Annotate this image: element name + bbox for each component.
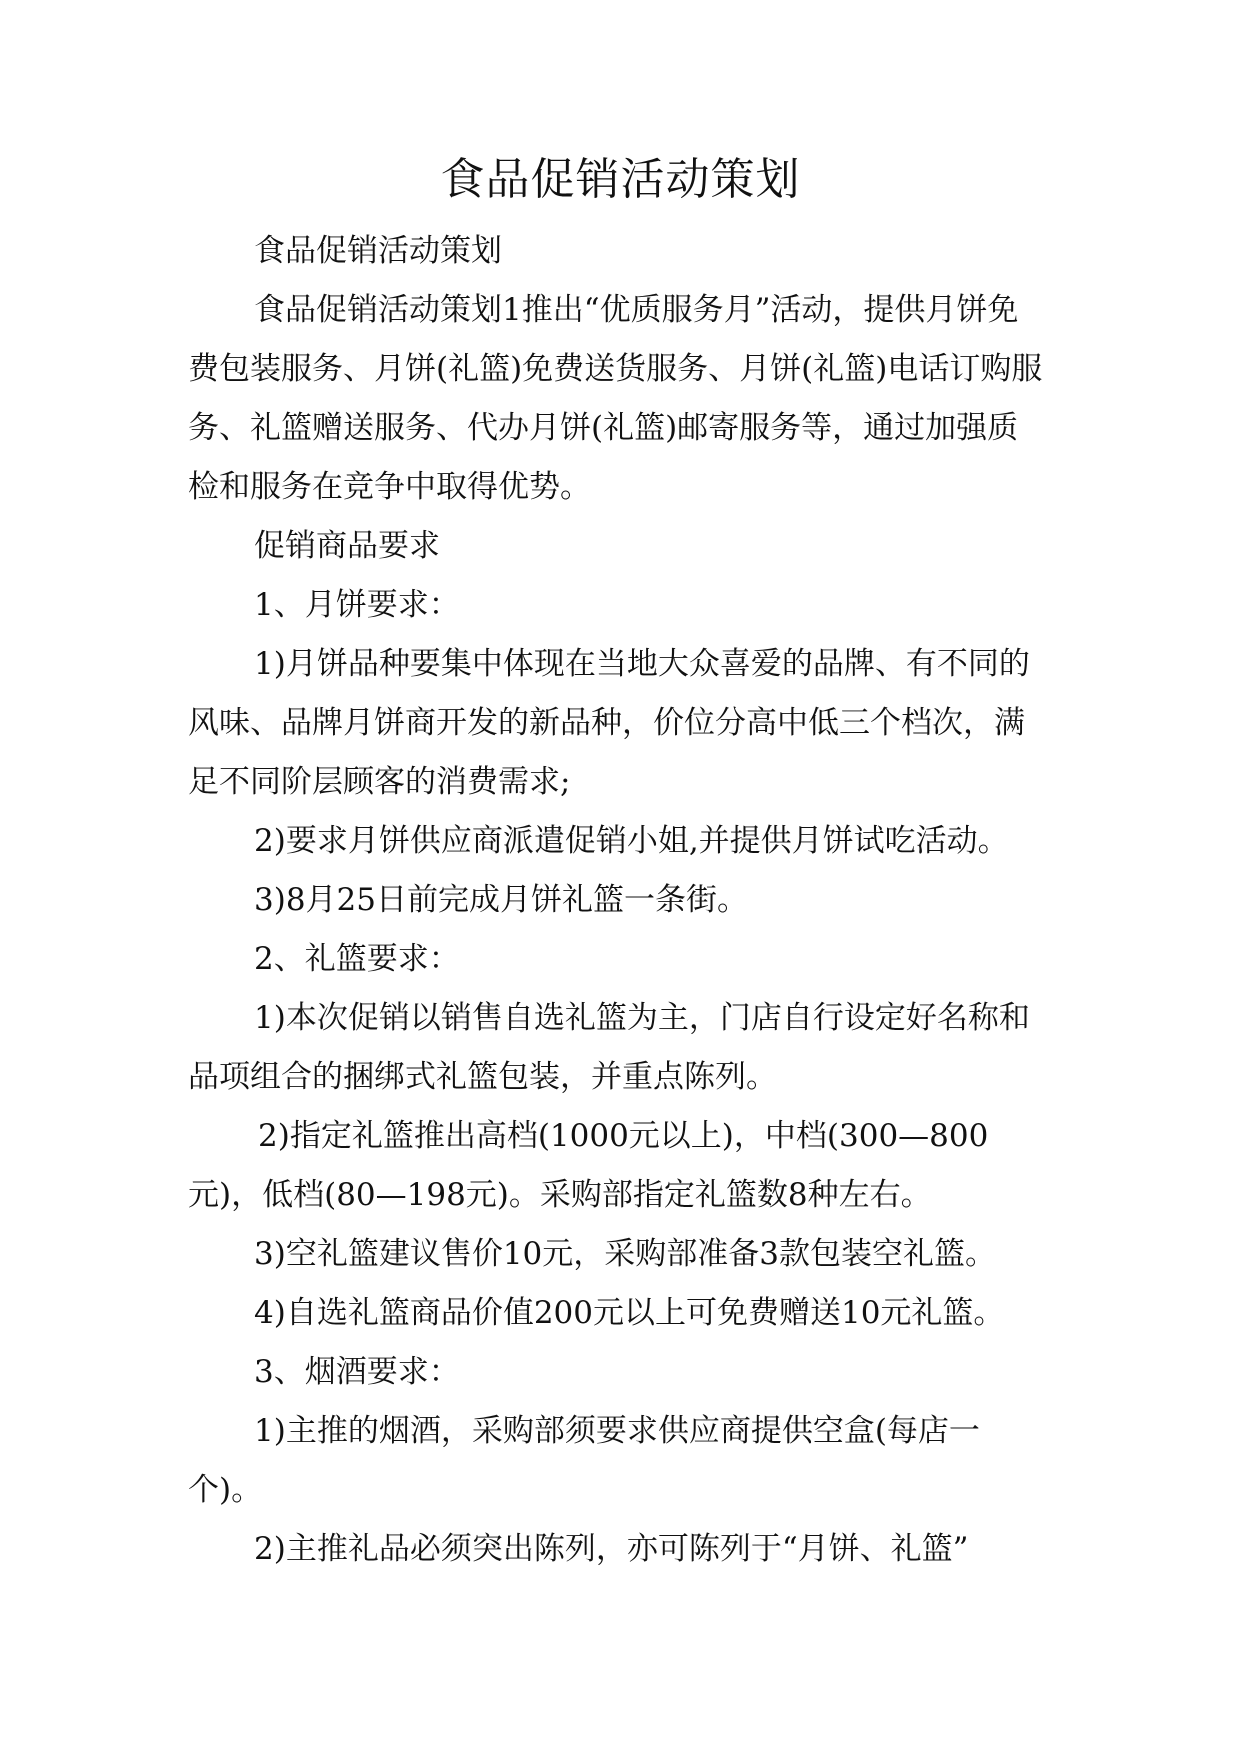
paragraph-heading-mooncake: 1、月饼要求： bbox=[254, 587, 460, 623]
paragraph-mooncake-3: 3)8月25日前完成月饼礼篮一条街。 bbox=[254, 882, 748, 918]
document-title: 食品促销活动策划 bbox=[440, 154, 801, 205]
paragraph-subtitle: 食品促销活动策划 bbox=[254, 233, 502, 269]
paragraph-tobacco-wine-1: 1)主推的烟酒，采购部须要求供应商提供空盒(每店一个)。 bbox=[188, 1413, 980, 1508]
paragraph-mooncake-2: 2)要求月饼供应商派遣促销小姐,并提供月饼试吃活动。 bbox=[254, 823, 1009, 859]
paragraph-heading-tobacco-wine: 3、烟酒要求： bbox=[254, 1354, 460, 1390]
paragraph-giftbasket-4: 4)自选礼篮商品价值200元以上可免费赠送10元礼篮。 bbox=[254, 1295, 1005, 1331]
paragraph-heading-requirements: 促销商品要求 bbox=[254, 528, 440, 564]
paragraph-tobacco-wine-2: 2)主推礼品必须突出陈列，亦可陈列于“月饼、礼篮” bbox=[254, 1531, 969, 1567]
paragraph-giftbasket-2: 2)指定礼篮推出高档(1000元以上)，中档(300—800元)，低档(80—198元)。采购部指定礼篮数8种左右。 bbox=[188, 1118, 989, 1213]
document-body bbox=[188, 222, 1048, 1579]
paragraph-giftbasket-1: 1)本次促销以销售自选礼篮为主，门店自行设定好名称和品项组合的捆绑式礼篮包装，并重点陈列。 bbox=[188, 1000, 1030, 1095]
paragraph-giftbasket-3: 3)空礼篮建议售价10元，采购部准备3款包装空礼篮。 bbox=[254, 1236, 996, 1272]
paragraph-mooncake-1: 1)月饼品种要集中体现在当地大众喜爱的品牌、有不同的风味、品牌月饼商开发的新品种，价位分高中低三个档次，满足不同阶层顾客的消费需求; bbox=[188, 646, 1030, 800]
paragraph-intro: 食品促销活动策划1推出“优质服务月”活动，提供月饼免费包装服务、月饼(礼篮)免费送货服务、月饼(礼篮)电话订购服务、礼篮赠送服务、代办月饼(礼篮)邮寄服务等，通过加强质检和服务在竞争中取得优势。 bbox=[188, 292, 1043, 505]
paragraph-heading-giftbasket: 2、礼篮要求： bbox=[254, 941, 460, 977]
